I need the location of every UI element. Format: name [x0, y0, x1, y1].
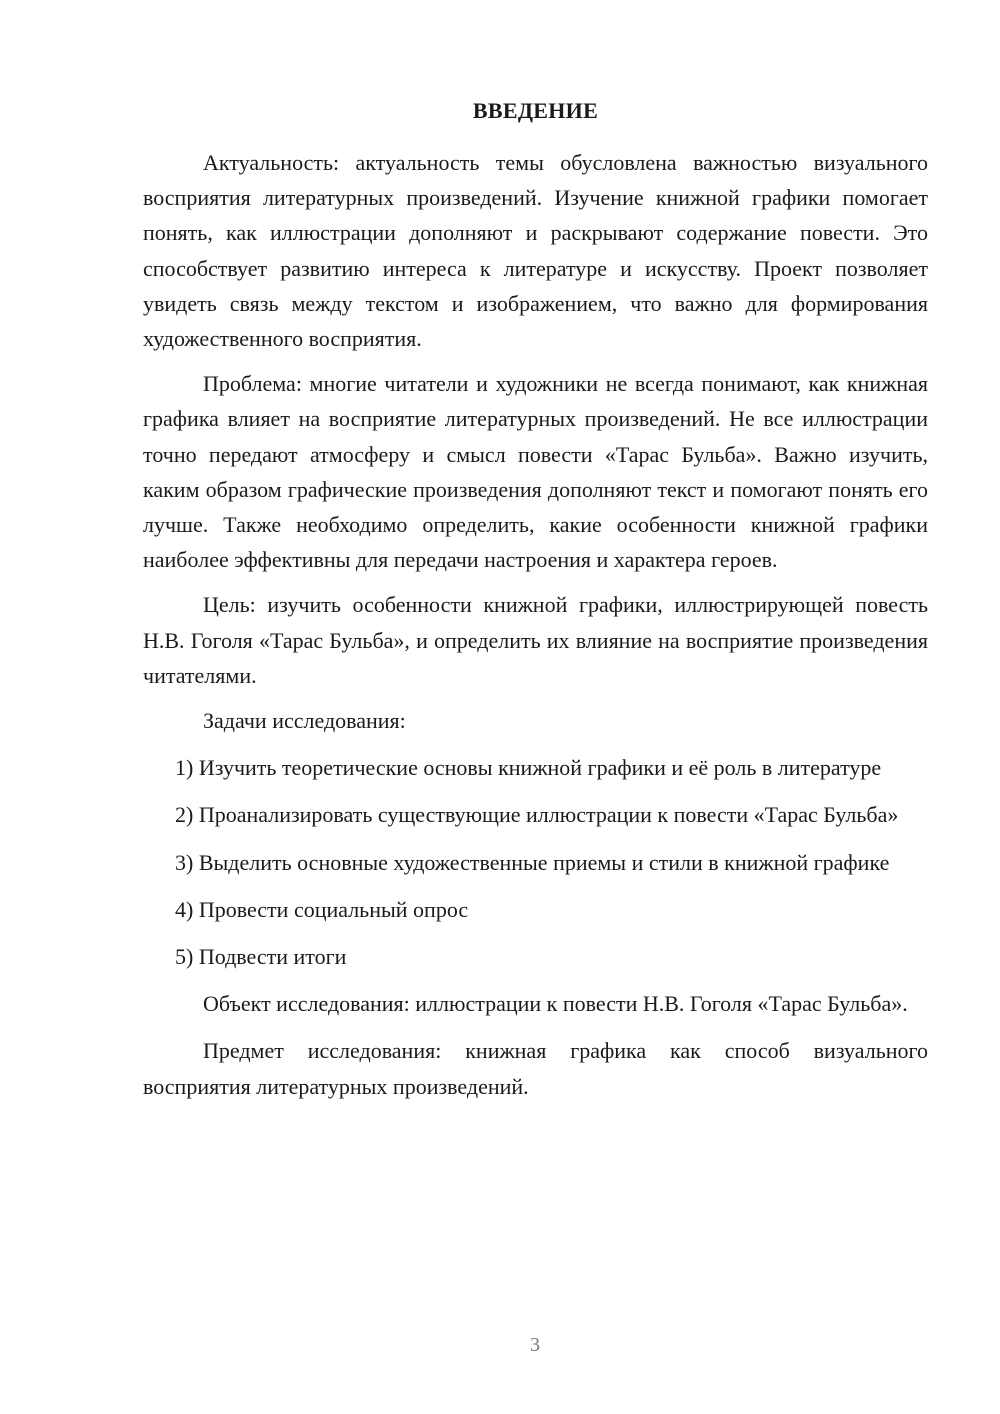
page-number: 3 [530, 1334, 540, 1356]
task-item-2: 2) Проанализировать существующие иллюстрации к повести «Тарас Бульба» [175, 802, 899, 828]
paragraph-problem: Проблема: многие читатели и художники не всегда понимают, как книжная графика влияет на восприятие литературных произведений. Не все иллюстрации точно передают атмосферу и смысл повести «Тарас Бульба». Важно изучить, каким образом графические произведения дополняют текст и помогают понять его лучше. Также необходимо определить, какие особенности книжной графики наиболее эффективны для передачи настроения и характера героев. [143, 371, 928, 573]
tasks-heading: Задачи исследования: [203, 708, 406, 734]
task-item-1: 1) Изучить теоретические основы книжной графики и её роль в литературе [175, 755, 882, 781]
paragraph-goal: Цель: изучить особенности книжной графики, иллюстрирующей повесть Н.В. Гоголя «Тарас Бульба», и определить их влияние на восприятие произведения читателями. [143, 592, 928, 688]
paragraph-subject: Предмет исследования: книжная графика как способ визуального восприятия литературных произведений. [143, 1038, 928, 1099]
task-item-5: 5) Подвести итоги [175, 944, 347, 970]
task-item-4: 4) Провести социальный опрос [175, 896, 469, 922]
section-title: ВВЕДЕНИЕ [472, 98, 599, 123]
task-item-3: 3) Выделить основные художественные приемы и стили в книжной графике [175, 849, 890, 875]
document-page [143, 95, 928, 1104]
paragraph-object: Объект исследования: иллюстрации к повести Н.В. Гоголя «Тарас Бульба». [203, 991, 908, 1017]
paragraph-relevance: Актуальность: актуальность темы обусловлена важностью визуального восприятия литературных произведений. Изучение книжной графики помогает понять, как иллюстрации дополняют и раскрывают содержание повести. Это способствует развитию интереса к литературе и искусству. Проект позволяет увидеть связь между текстом и изображением, что важно для формирования художественного восприятия. [143, 150, 928, 352]
